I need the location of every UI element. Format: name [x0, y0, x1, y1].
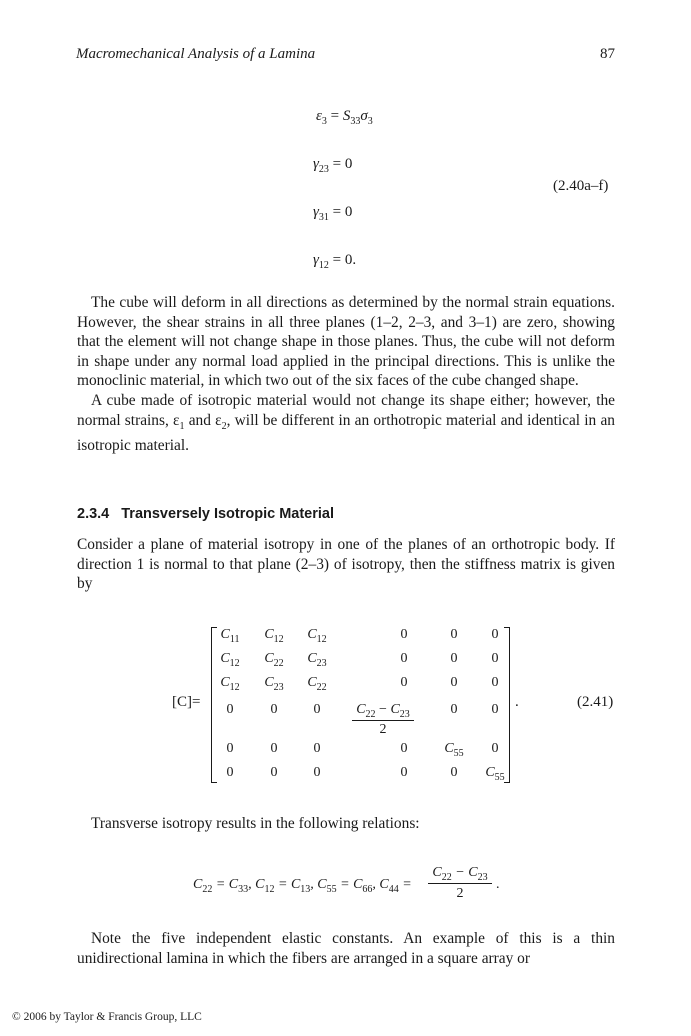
relations-fraction-numerator: $C_{22} - C_{23}$: [432, 865, 488, 883]
equation-strain-3: $\varepsilon_3 = S_{33}\sigma_3$: [316, 108, 373, 127]
matrix-cell: $C_{11}$: [220, 627, 240, 645]
body-paragraph-plane-isotropy: Consider a plane of material isotropy in one of the planes of an orthotropic body. If direction 1 is normal to that plane (2–3) of isotropy, then the stiffness matrix is given by: [77, 536, 615, 593]
matrix-cell: $C_{22}$: [264, 651, 284, 669]
matrix-cell: 0: [313, 765, 321, 780]
relations-fraction-denominator: 2: [456, 886, 464, 901]
body-paragraph-cube-deformation: [77, 293, 615, 456]
matrix-cell: 0: [450, 702, 458, 717]
equation-label-2-40: (2.40a–f): [553, 178, 609, 194]
matrix-fraction-denominator: 2: [379, 722, 387, 737]
matrix-cell: 0: [450, 765, 458, 780]
matrix-cell: 0: [450, 627, 458, 642]
matrix-cell: 0: [270, 765, 278, 780]
matrix-lhs: [172, 694, 200, 711]
matrix-cell: 0: [491, 675, 499, 690]
equation-shear-12: $\gamma_{12} = 0$.: [313, 252, 357, 271]
matrix-cell: 0: [400, 651, 408, 666]
matrix-cell: $C_{12}$: [220, 675, 240, 693]
matrix-cell: 0: [400, 765, 408, 780]
matrix-cell: $C_{12}$: [220, 651, 240, 669]
section-heading: [77, 506, 334, 522]
matrix-cell: $C_{55}$: [485, 765, 505, 783]
matrix-cell: 0: [400, 741, 408, 756]
matrix-cell: 0: [226, 702, 234, 717]
body-paragraph-relations-intro: Transverse isotropy results in the following relations:: [91, 815, 420, 832]
matrix-cell: 0: [491, 651, 499, 666]
equation-shear-23: $\gamma_{23} = 0$: [313, 156, 353, 175]
matrix-cell: $C_{12}$: [264, 627, 284, 645]
matrix-cell: 0: [270, 741, 278, 756]
running-header-title: Macromechanical Analysis of a Lamina: [76, 46, 316, 62]
transverse-isotropy-relations: $C_{22} = C_{33}$, $C_{12} = C_{13}$, $C_{55} = C_{66}$, $C_{44}$ =: [193, 877, 412, 895]
paragraph-isotropic-cube: A cube made of isotropic material would not change its shape either; however, the normal strains, $\varepsilon_1$ and $\varepsilon_2$, will be different in an orthotropic material and identical in an isotropic material.: [77, 391, 615, 455]
matrix-fraction-bar: [352, 720, 414, 721]
body-paragraph-independent-constants: Note the five independent elastic constants. An example of this is a thin unidirectional lamina in which the fibers are arranged in a square array or: [77, 930, 615, 967]
matrix-cell: 0: [313, 741, 321, 756]
paragraph-shear-strains: The cube will deform in all directions as determined by the normal strain equations. However, the shear strains in all three planes (1–2, 2–3, and 3–1) are zero, showing that the element will not change shape in those planes. Thus, the cube will not deform in shape under any normal load applied in the principal directions. This is unlike the monoclinic material, in which two out of the six faces of the cube changed shape.: [77, 294, 615, 390]
matrix-cell: 0: [270, 702, 278, 717]
section-number: 2.3.4: [77, 506, 110, 522]
relations-fraction-bar: [428, 883, 492, 884]
relations-trailing-period: .: [496, 877, 500, 892]
matrix-cell: $C_{23}$: [307, 651, 327, 669]
matrix-fraction-numerator: $C_{22} - C_{23}$: [356, 702, 410, 720]
matrix-cell: 0: [400, 627, 408, 642]
matrix-cell: $C_{12}$: [307, 627, 327, 645]
page-number: 87: [600, 46, 615, 62]
matrix-cell: 0: [491, 627, 499, 642]
equation-label-2-41: (2.41): [577, 694, 614, 710]
section-title: Transversely Isotropic Material: [121, 506, 335, 522]
matrix-cell: 0: [313, 702, 321, 717]
matrix-cell: $C_{22}$: [307, 675, 327, 693]
matrix-cell: 0: [491, 702, 499, 717]
matrix-cell: $C_{55}$: [444, 741, 464, 759]
matrix-cell: 0: [450, 675, 458, 690]
matrix-cell: 0: [226, 741, 234, 756]
matrix-cell: $C_{23}$: [264, 675, 284, 693]
matrix-cell: 0: [491, 741, 499, 756]
copyright-footer: © 2006 by Taylor & Francis Group, LLC: [12, 1011, 202, 1023]
matrix-trailing-period: .: [515, 694, 519, 710]
matrix-cell: 0: [226, 765, 234, 780]
matrix-cell: 0: [450, 651, 458, 666]
matrix-lhs-label: [C]=: [172, 694, 201, 710]
equation-shear-31: $\gamma_{31} = 0$: [313, 204, 353, 223]
matrix-cell: 0: [400, 675, 408, 690]
